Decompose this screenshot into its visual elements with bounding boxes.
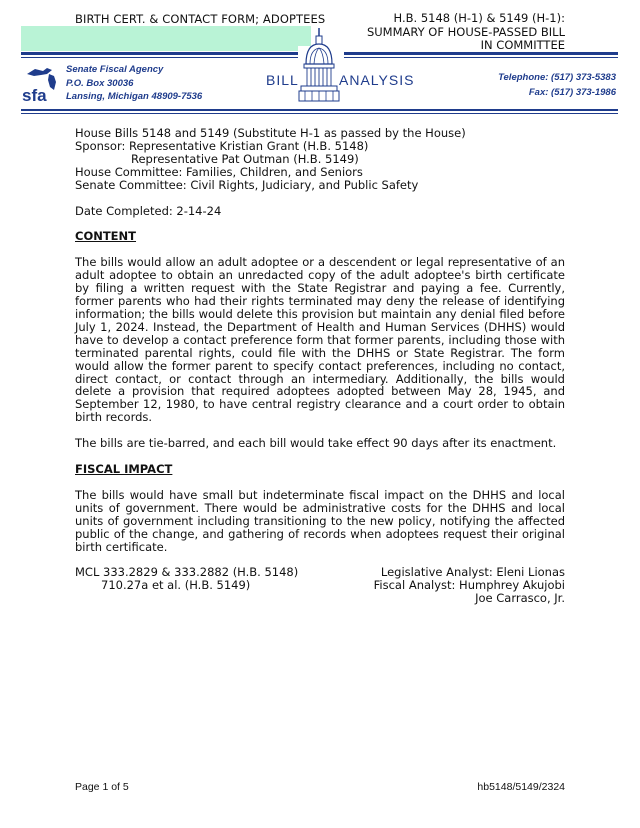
fiscal-analyst-secondary: Joe Carrasco, Jr. xyxy=(475,591,565,606)
sponsor-line: Sponsor: Representative Kristian Grant (H.B. 5148) xyxy=(75,138,369,153)
sponsor-line-secondary: Representative Pat Outman (H.B. 5149) xyxy=(131,151,359,166)
michigan-map-icon xyxy=(27,68,52,76)
content-paragraph: The bills are tie-barred, and each bill would take effect 90 days after its enactment. xyxy=(75,436,557,451)
analysis-wordmark: ANALYSIS xyxy=(339,72,415,88)
fax: Fax: (517) 373-1986 xyxy=(528,87,616,98)
senate-committee: Senate Committee: Civil Rights, Judiciary, and Public Safety xyxy=(75,177,419,192)
bill-metadata xyxy=(75,127,565,217)
agency-name: Senate Fiscal Agency xyxy=(66,64,164,75)
fiscal-impact-heading: FISCAL IMPACT xyxy=(75,462,173,477)
mcl-line: MCL 333.2829 & 333.2882 (H.B. 5148) xyxy=(75,565,299,580)
page-number: Page 1 of 5 xyxy=(75,781,129,793)
agency-contact xyxy=(498,70,616,100)
bill-wordmark: BILL xyxy=(266,72,299,88)
content-paragraph: The bills would allow an adult adoptee or a descendent or legal representative of an adult adoptee to obtain an unredacted copy of the adult adoptee's birth certificate by filing a written request with the State Registrar and paying a fee. Currently, former parents who had their rights terminated may deny the release of identifying information; the bills would delete this provision but maintain any denial filed before July 1, 2024. Instead, the Department of Health and Human Services (DHHS) would have to develop a contact preference form that former parents, including those with terminated parental rights, could file with the DHHS or State Registrar. The form would allow the former parent to specify contact preferences, including no contact, direct contact, or contact through an intermediary. Additionally, the bills would delete a provision that required adoptees adopted between May 28, 1945, and September 12, 1980, to have central registry clearance and a court order to obtain birth records. xyxy=(75,255,565,425)
mcl-line: 710.27a et al. (H.B. 5149) xyxy=(101,578,251,593)
house-committee: House Committee: Families, Children, and Seniors xyxy=(75,164,363,179)
banner-rule-bottom-thin xyxy=(21,113,618,114)
signoff-block xyxy=(75,566,565,605)
highlight-bar xyxy=(21,26,311,51)
fiscal-impact-paragraph: The bills would have small but indeterminate fiscal impact on the DHHS and local units of government. There would be administrative costs for the DHHS and local units of government including transitioning to the new policy, notifying the affected public of the change, and gathering of records when adoptees request their original birth certificate. xyxy=(75,487,565,554)
committee-status: IN COMMITTEE xyxy=(480,38,565,52)
document-short-title: BIRTH CERT. & CONTACT FORM; ADOPTEES xyxy=(75,12,326,26)
analysis-body xyxy=(75,127,565,605)
sfa-logo-text: sfa xyxy=(22,86,47,104)
telephone: Telephone: (517) 373-5383 xyxy=(498,72,616,83)
document-status-block xyxy=(315,12,565,53)
bills-line: House Bills 5148 and 5149 (Substitute H-1 as passed by the House) xyxy=(75,126,466,140)
fiscal-analyst: Fiscal Analyst: Humphrey Akujobi xyxy=(373,578,565,593)
content-heading: CONTENT xyxy=(75,229,137,244)
legislative-analyst: Legislative Analyst: Eleni Lionas xyxy=(380,565,565,580)
mcl-references xyxy=(75,566,298,605)
document-id: hb5148/5149/2324 xyxy=(477,781,565,793)
date-completed: Date Completed: 2-14-24 xyxy=(75,203,222,218)
analysts xyxy=(374,566,565,605)
agency-po-box: P.O. Box 30036 xyxy=(66,77,134,89)
sfa-logo xyxy=(21,60,63,104)
capitol-dome-icon xyxy=(296,26,342,106)
agency-city: Lansing, Michigan 48909-7536 xyxy=(66,91,203,102)
bill-numbers: H.B. 5148 (H-1) & 5149 (H-1): xyxy=(393,11,565,25)
banner-rule-bottom xyxy=(21,109,618,111)
summary-type: SUMMARY OF HOUSE-PASSED BILL xyxy=(366,24,565,39)
agency-address xyxy=(66,63,202,104)
